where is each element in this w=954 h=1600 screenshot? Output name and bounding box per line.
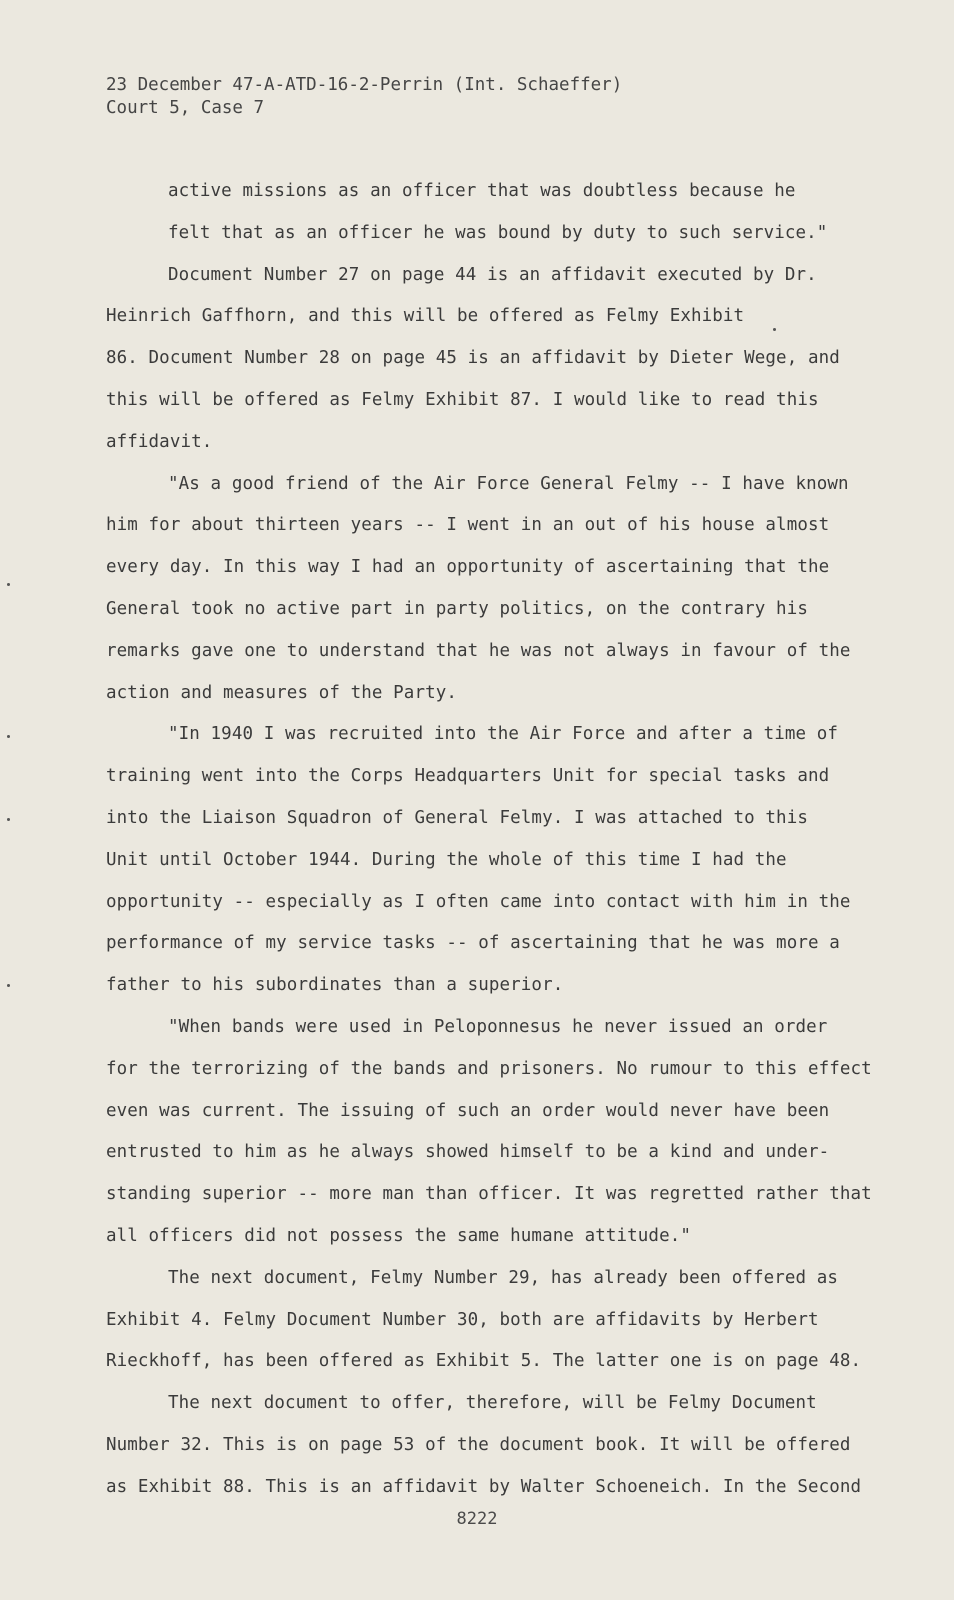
text-line: this will be offered as Felmy Exhibit 87. I would like to read this [106, 389, 819, 410]
text-line: father to his subordinates than a superior. [106, 975, 564, 996]
text-line: entrusted to him as he always showed himself to be a kind and under- [106, 1142, 830, 1163]
text-line: "In 1940 I was recruited into the Air Force and after a time of [168, 724, 839, 745]
text-line: Unit until October 1944. During the whole of this time I had the [106, 849, 787, 870]
text-line: Exhibit 4. Felmy Document Number 30, both are affidavits by Herbert [106, 1309, 819, 1330]
text-line: active missions as an officer that was doubtless because he [168, 181, 796, 201]
text-line: for the terrorizing of the bands and prisoners. No rumour to this effect [106, 1058, 872, 1079]
text-line: felt that as an officer he was bound by duty to such service." [168, 222, 828, 243]
text-line: standing superior -- more man than officer. It was regretted rather that [106, 1184, 872, 1205]
text-line: remarks gave one to understand that he was not always in favour of the [106, 640, 851, 661]
header-line-1: 23 December 47-A-ATD-16-2-Perrin (Int. Schaeffer) [106, 75, 623, 95]
text-line: into the Liaison Squadron of General Felmy. I was attached to this [106, 807, 808, 828]
text-line: "As a good friend of the Air Force General Felmy -- I have known [168, 473, 849, 494]
text-line: Rieckhoff, has been offered as Exhibit 5. The latter one is on page 48. [106, 1351, 862, 1372]
text-line: all officers did not possess the same humane attitude." [106, 1225, 691, 1246]
header-line-2: Court 5, Case 7 [106, 98, 265, 118]
text-line: him for about thirteen years -- I went in an out of his house almost [106, 515, 830, 536]
text-line: The next document, Felmy Number 29, has already been offered as [168, 1267, 839, 1288]
text-line: affidavit. [106, 431, 213, 452]
text-line: opportunity -- especially as I often came into contact with him in the [106, 891, 851, 912]
text-line: as Exhibit 88. This is an affidavit by Walter Schoeneich. In the Second [106, 1476, 862, 1497]
text-line: even was current. The issuing of such an order would never have been [106, 1100, 830, 1121]
text-line: every day. In this way I had an opportunity of ascertaining that the [106, 557, 830, 578]
text-line: action and measures of the Party. [106, 682, 457, 703]
text-line: Number 32. This is on page 53 of the document book. It will be offered [106, 1434, 851, 1455]
text-line: The next document to offer, therefore, will be Felmy Document [168, 1393, 817, 1414]
text-line: Heinrich Gaffhorn, and this will be offered as Felmy Exhibit [106, 306, 745, 327]
paper-speck [7, 735, 10, 738]
page-number: 8222 [456, 1509, 498, 1529]
paper-speck [7, 984, 10, 987]
paper-speck [7, 818, 10, 821]
text-line: training went into the Corps Headquarters Unit for special tasks and [106, 766, 830, 787]
paper-speck [7, 583, 10, 586]
text-line: General took no active part in party politics, on the contrary his [106, 598, 808, 619]
document-body [106, 176, 872, 1514]
document-header [106, 74, 622, 120]
paper-speck [773, 328, 776, 331]
text-line: performance of my service tasks -- of ascertaining that he was more a [106, 933, 840, 954]
text-line: 86. Document Number 28 on page 45 is an affidavit by Dieter Wege, and [106, 348, 840, 369]
text-line: "When bands were used in Peloponnesus he never issued an order [168, 1016, 828, 1037]
text-line: Document Number 27 on page 44 is an affidavit executed by Dr. [168, 264, 817, 285]
